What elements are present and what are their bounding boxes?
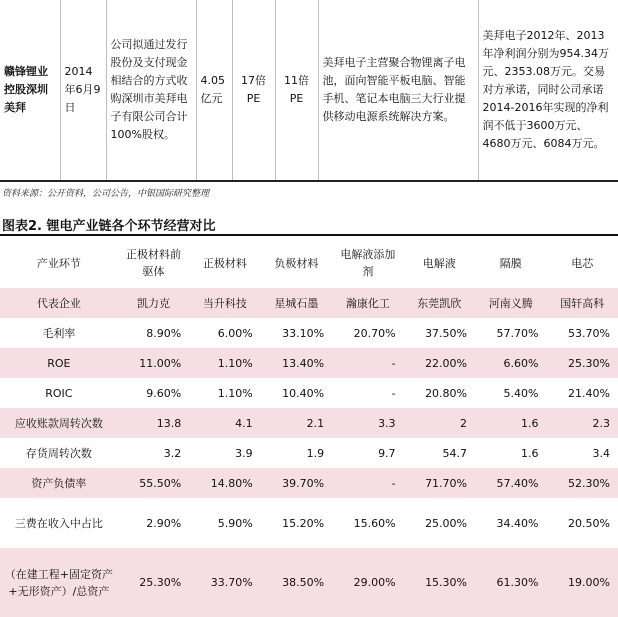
value-cell: 5.40% — [503, 386, 539, 400]
industry-chain-comparison-table — [0, 238, 618, 617]
deal-amount-cell: 4.05亿元 — [196, 0, 232, 181]
column-header: 正极材料前驱体 — [125, 248, 181, 278]
value-cell: 2.90% — [146, 516, 182, 530]
deal-profit-cell: 美拜电子2012年、2013年净利润分别为954.34万元、2353.08万元。交易对方承诺，同时公司承诺2014-2016年实现的净利润不低于3600万元、4680万元、6084万元。 — [482, 29, 609, 150]
company-cell: 东莞凯欣 — [417, 296, 462, 310]
value-cell: 33.10% — [282, 326, 325, 340]
deal-company-cell: 赣锋锂业控股深圳美拜 — [0, 0, 60, 181]
value-cell: 25.30% — [568, 356, 610, 370]
value-cell: - — [391, 356, 396, 370]
value-cell: 9.60% — [146, 386, 182, 400]
value-cell: 20.70% — [353, 326, 396, 340]
value-cell: 55.50% — [139, 476, 182, 490]
table-row — [0, 468, 618, 498]
table-row — [0, 548, 618, 617]
value-cell: 21.40% — [568, 386, 610, 400]
company-cell: 星城石墨 — [274, 296, 319, 310]
company-cell: 河南义腾 — [488, 296, 533, 310]
value-cell: 19.00% — [568, 576, 610, 589]
value-cell: 15.20% — [282, 516, 325, 530]
column-header: 正极材料 — [202, 256, 247, 270]
value-cell: 5.90% — [217, 516, 253, 530]
row-label: ROIC — [45, 386, 73, 400]
acquisition-deal-table — [0, 0, 618, 182]
column-header: 电芯 — [571, 256, 594, 270]
company-cell: 国轩高科 — [560, 296, 605, 310]
table-row — [0, 378, 618, 408]
column-header: 隔膜 — [499, 256, 522, 270]
row-label: 三费在收入中占比 — [14, 516, 103, 530]
row-label: 代表企业 — [36, 296, 81, 310]
value-cell: 25.30% — [139, 576, 182, 589]
value-cell: 6.00% — [217, 326, 253, 340]
value-cell: 14.80% — [210, 476, 253, 490]
title-divider — [0, 234, 618, 236]
value-cell: 3.9 — [235, 446, 253, 460]
value-cell: 57.70% — [496, 326, 539, 340]
deal-business-cell: 美拜电子主营聚合物锂离子电池，面向智能平板电脑、智能手机、笔记本电脑三大行业提供移动电源系统解决方案。 — [318, 0, 478, 181]
value-cell: 54.7 — [442, 446, 468, 460]
value-cell: 13.8 — [156, 416, 182, 430]
table-header-row — [0, 238, 618, 288]
table-body — [0, 288, 618, 617]
column-header: 电解液添加剂 — [340, 248, 396, 278]
value-cell: - — [391, 386, 396, 400]
table-row — [0, 288, 618, 318]
deal-date-cell: 2014年6月9日 — [60, 0, 106, 181]
value-cell: - — [391, 476, 396, 490]
company-cell: 当升科技 — [202, 296, 247, 310]
value-cell: 9.7 — [378, 446, 396, 460]
value-cell: 2 — [460, 416, 468, 430]
value-cell: 25.00% — [425, 516, 468, 530]
deal-pe-cell-1: 17倍PE — [232, 0, 275, 181]
header-label-cell: 产业环节 — [36, 256, 81, 270]
value-cell: 71.70% — [425, 476, 468, 490]
value-cell: 39.70% — [282, 476, 325, 490]
value-cell: 1.9 — [306, 446, 325, 460]
value-cell: 13.40% — [282, 356, 325, 370]
row-label: ROE — [47, 356, 71, 370]
value-cell: 3.3 — [378, 416, 396, 430]
value-cell: 6.60% — [503, 356, 539, 370]
value-cell: 33.70% — [210, 576, 253, 589]
value-cell: 4.1 — [235, 416, 253, 430]
deal-row — [0, 0, 618, 181]
table-row — [0, 318, 618, 348]
row-label: 应收账款周转次数 — [14, 416, 103, 430]
deal-pe-cell-2: 11倍PE — [275, 0, 318, 181]
value-cell: 15.60% — [353, 516, 396, 530]
deal-method-cell: 公司拟通过发行股份及支付现金相结合的方式收购深圳市美拜电子有限公司合计100%股权。 — [106, 0, 196, 181]
value-cell: 57.40% — [496, 476, 539, 490]
value-cell: 8.90% — [146, 326, 182, 340]
value-cell: 1.10% — [217, 386, 253, 400]
table-row — [0, 408, 618, 438]
value-cell: 20.80% — [425, 386, 468, 400]
value-cell: 1.10% — [217, 356, 253, 370]
value-cell: 52.30% — [568, 476, 610, 490]
table-row — [0, 348, 618, 378]
company-cell: 瀚康化工 — [345, 296, 390, 310]
value-cell: 11.00% — [139, 356, 182, 370]
row-label: 毛利率 — [42, 326, 76, 340]
value-cell: 38.50% — [282, 576, 325, 589]
value-cell: 53.70% — [568, 326, 610, 340]
value-cell: 1.6 — [520, 416, 539, 430]
table-row — [0, 438, 618, 468]
value-cell: 22.00% — [425, 356, 468, 370]
table-title: 图表2. 锂电产业链各个环节经营对比 — [2, 219, 216, 234]
value-cell: 3.4 — [592, 446, 610, 460]
value-cell: 37.50% — [425, 326, 468, 340]
value-cell: 15.30% — [425, 576, 468, 589]
row-label: （在建工程+固定资产+无形资产）/总资产 — [4, 567, 113, 598]
value-cell: 10.40% — [282, 386, 325, 400]
value-cell: 2.1 — [306, 416, 325, 430]
value-cell: 1.6 — [520, 446, 539, 460]
company-cell: 凯力克 — [136, 296, 170, 310]
row-label: 存货周转次数 — [25, 446, 92, 460]
source-note: 资料来源：公开资料，公司公告，中银国际研究整理 — [2, 189, 210, 199]
table-row — [0, 498, 618, 548]
value-cell: 2.3 — [592, 416, 610, 430]
value-cell: 61.30% — [496, 576, 539, 589]
column-header: 电解液 — [422, 256, 456, 270]
row-label: 资产负债率 — [31, 476, 87, 490]
value-cell: 20.50% — [568, 516, 610, 530]
value-cell: 29.00% — [353, 576, 396, 589]
column-header: 负极材料 — [274, 256, 319, 270]
value-cell: 3.2 — [163, 446, 182, 460]
value-cell: 34.40% — [496, 516, 539, 530]
